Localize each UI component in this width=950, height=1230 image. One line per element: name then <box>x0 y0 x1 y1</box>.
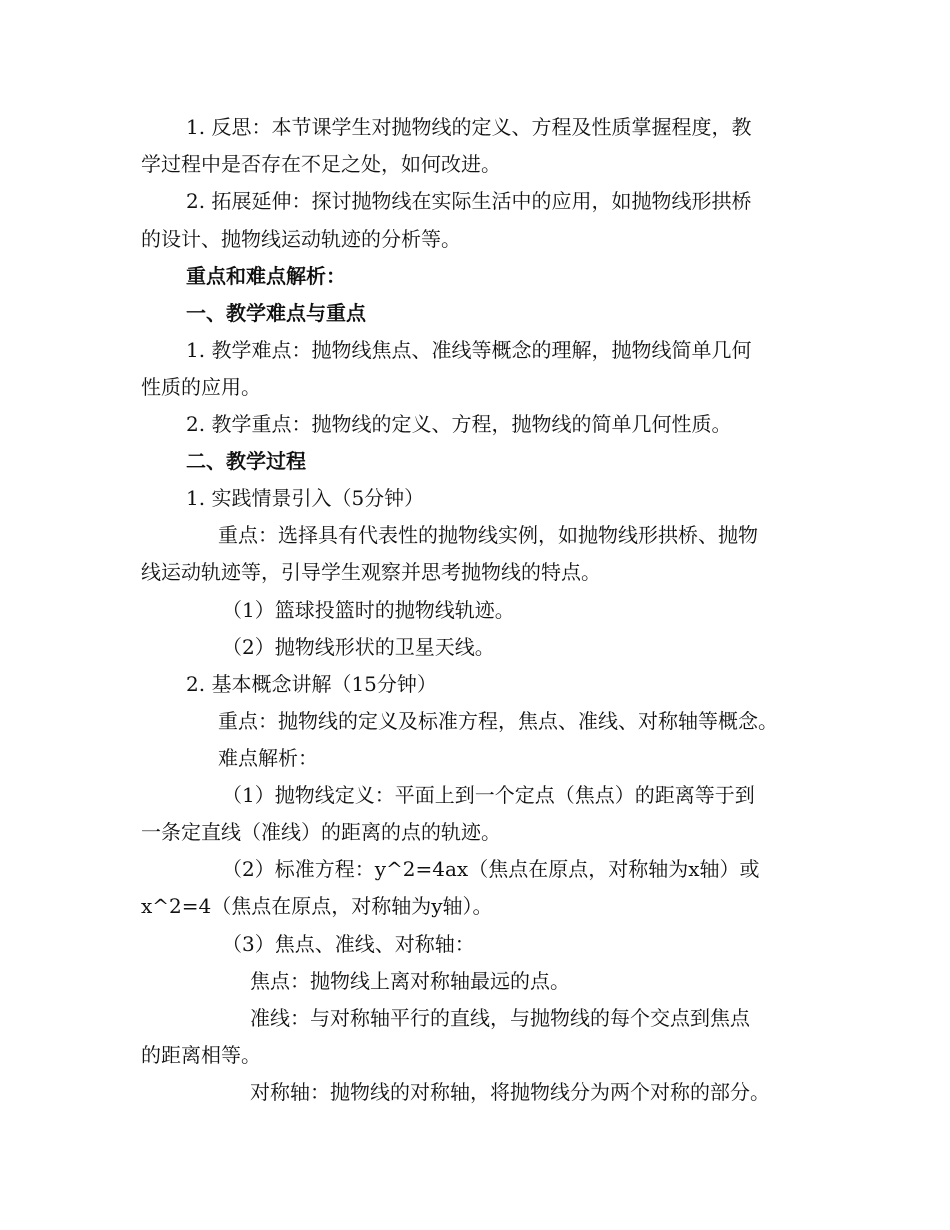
step-1-key-line-1: 重点：选择具有代表性的抛物线实例，如抛物线形拱桥、抛物 <box>218 523 758 547</box>
directrix-definition-line-2: 的距离相等。 <box>141 1043 261 1067</box>
axis-definition: 对称轴：抛物线的对称轴，将抛物线分为两个对称的部分。 <box>250 1080 770 1104</box>
example-2: （2）抛物线形状的卫星天线。 <box>222 635 495 659</box>
difficulty-item-line-1: 1. 教学难点：抛物线焦点、准线等概念的理解，抛物线简单几何 <box>186 338 752 362</box>
standard-equation-line-1: （2）标准方程：y^2=4ax（焦点在原点，对称轴为x轴）或 <box>222 857 760 881</box>
section-heading-key-points: 重点和难点解析： <box>186 264 346 288</box>
example-1: （1）篮球投篮时的抛物线轨迹。 <box>222 598 515 622</box>
difficulty-item-line-2: 性质的应用。 <box>141 375 261 399</box>
key-point-item: 2. 教学重点：抛物线的定义、方程，抛物线的简单几何性质。 <box>186 412 732 436</box>
extension-item-line-2: 的设计、抛物线运动轨迹的分析等。 <box>141 227 461 251</box>
step-2-key-point: 重点：抛物线的定义及标准方程，焦点、准线、对称轴等概念。 <box>218 709 778 733</box>
difficulty-analysis-label: 难点解析： <box>218 746 318 770</box>
subheading-teaching-process: 二、教学过程 <box>186 449 306 473</box>
definition-line-1: （1）抛物线定义：平面上到一个定点（焦点）的距离等于到 <box>222 783 755 807</box>
directrix-definition-line-1: 准线：与对称轴平行的直线，与抛物线的每个交点到焦点 <box>250 1006 750 1030</box>
focus-definition: 焦点：抛物线上离对称轴最远的点。 <box>250 969 570 993</box>
extension-item-line-1: 2. 拓展延伸：探讨抛物线在实际生活中的应用，如抛物线形拱桥 <box>186 189 752 213</box>
step-2-title: 2. 基本概念讲解（15分钟） <box>186 672 437 696</box>
definition-line-2: 一条定直线（准线）的距离的点的轨迹。 <box>141 820 501 844</box>
reflection-item-line-1: 1. 反思：本节课学生对抛物线的定义、方程及性质掌握程度，教 <box>186 115 752 139</box>
step-1-key-line-2: 线运动轨迹等，引导学生观察并思考抛物线的特点。 <box>141 560 601 584</box>
reflection-item-line-2: 学过程中是否存在不足之处，如何改进。 <box>141 152 501 176</box>
step-1-title: 1. 实践情景引入（5分钟） <box>186 486 425 510</box>
focus-directrix-axis-label: （3）焦点、准线、对称轴： <box>222 932 475 956</box>
subheading-difficulties: 一、教学难点与重点 <box>186 301 366 325</box>
standard-equation-line-2: x^2=4（焦点在原点，对称轴为y轴）。 <box>141 894 493 918</box>
